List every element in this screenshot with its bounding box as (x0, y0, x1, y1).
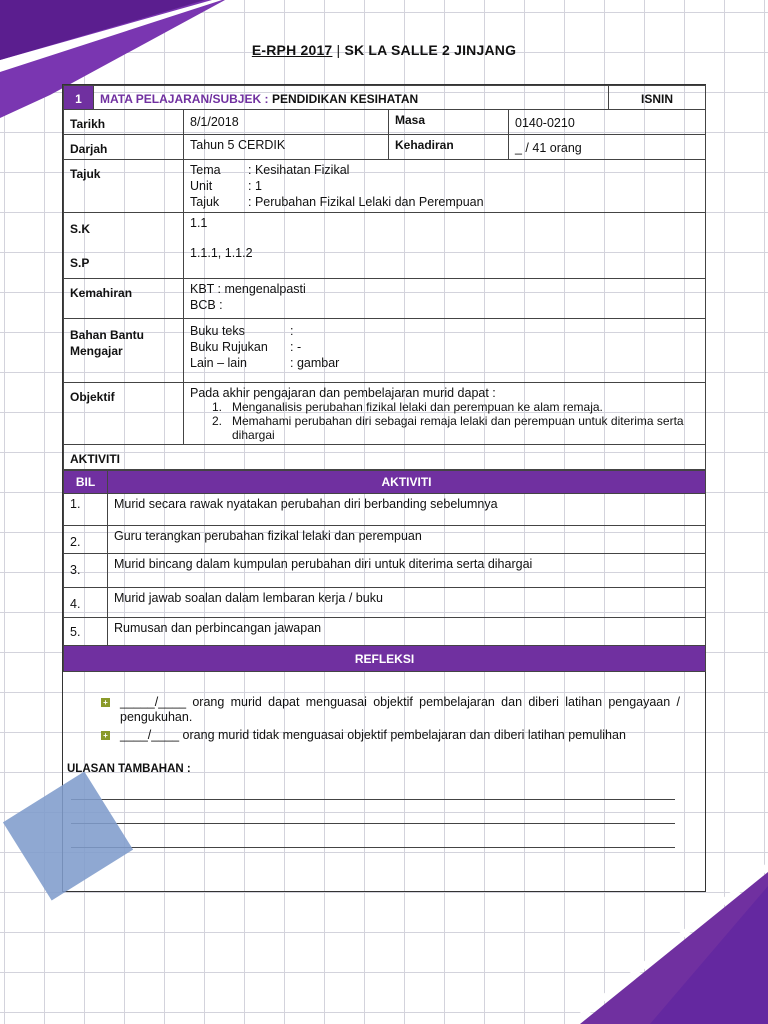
refleksi-item (67, 728, 701, 743)
activity-row (64, 526, 706, 554)
tema-key: Tema (190, 163, 221, 177)
sp-label: S.P (70, 256, 90, 270)
activity-row (64, 494, 706, 526)
col-bil: BIL (64, 471, 108, 494)
day-value: ISNIN (609, 86, 706, 110)
activity-text: Murid jawab soalan dalam lembaran kerja / buku (108, 588, 706, 618)
lesson-plan-sheet (62, 84, 706, 892)
buku-rujukan-key: Buku Rujukan (190, 340, 268, 354)
tarikh-label: Tarikh (64, 110, 184, 135)
kemahiran-row (64, 279, 706, 319)
refleksi-item-text: _____/____ orang murid dapat menguasai objektif pembelajaran dan diberi latihan pengayaan / pengukuhan. (120, 695, 680, 724)
activity-bil: 5. (64, 618, 108, 646)
activity-text: Guru terangkan perubahan fizikal lelaki dan perempuan (108, 526, 706, 554)
tarikh-value: 8/1/2018 (184, 110, 389, 135)
refleksi-item (67, 695, 701, 725)
sk-sp-values (184, 213, 706, 279)
objektif-item-text: Memahami perubahan diri sebagai remaja lelaki dan perempuan untuk diterima serta dihargai (232, 414, 684, 442)
unit-value: : 1 (248, 179, 262, 193)
lesson-number: 1 (64, 86, 94, 110)
darjah-row (64, 135, 706, 160)
buku-rujukan-value: : - (290, 340, 302, 354)
refleksi-section (67, 695, 701, 775)
tajuk-key: Tajuk (190, 195, 220, 209)
activities-table (63, 470, 706, 672)
sk-sp-labels (64, 213, 184, 279)
subject-label: MATA PELAJARAN/SUBJEK : (100, 92, 269, 106)
subject-value: PENDIDIKAN KESIHATAN (271, 92, 419, 106)
checkbox-bullet-icon: + (101, 731, 110, 740)
title-school: SK LA SALLE 2 JINJANG (344, 42, 517, 58)
activity-row (64, 554, 706, 588)
tajuk-row (64, 160, 706, 213)
masa-label: Masa (389, 110, 509, 135)
tarikh-row (64, 110, 706, 135)
subject-cell (94, 86, 609, 110)
refleksi-header (64, 646, 706, 672)
aktiviti-heading-row (64, 445, 706, 470)
tajuk-content (184, 160, 706, 213)
activity-bil: 2. (64, 526, 108, 554)
refleksi-item-text: ____/____ orang murid tidak menguasai objektif pembelajaran dan diberi latihan pemulihan (120, 728, 626, 742)
bcb-value: BCB : (190, 298, 223, 312)
buku-teks-key: Buku teks (190, 324, 245, 338)
refleksi-title: REFLEKSI (64, 646, 706, 672)
objektif-intro: Pada akhir pengajaran dan pembelajaran murid dapat : (190, 386, 496, 400)
subject-row (64, 86, 706, 110)
activity-bil: 3. (64, 554, 108, 588)
sk-value: 1.1 (190, 216, 208, 230)
sk-sp-row (64, 213, 706, 279)
bbm-label-line-2: Mengajar (70, 344, 123, 358)
objektif-item-1: 1. Menganalisis perubahan fizikal lelaki dan perempuan ke alam remaja. (212, 400, 603, 414)
lain-lain-value: : gambar (290, 356, 340, 370)
darjah-label: Darjah (64, 135, 184, 160)
activity-text: Murid secara rawak nyatakan perubahan diri berbanding sebelumnya (108, 494, 706, 526)
tajuk-value: : Perubahan Fizikal Lelaki dan Perempuan (248, 195, 484, 209)
page-title (0, 42, 768, 58)
activity-row (64, 618, 706, 646)
activity-bil: 4. (64, 588, 108, 618)
ulasan-label: ULASAN TAMBAHAN : (67, 763, 191, 775)
comment-line (71, 847, 675, 848)
checkbox-bullet-icon: + (101, 698, 110, 707)
objektif-item-2: 2. Memahami perubahan diri sebagai remaja lelaki dan perempuan untuk diterima serta dihargai (190, 414, 699, 442)
activity-bil: 1. (64, 494, 108, 526)
bbm-label-line-1: Bahan Bantu (70, 328, 145, 342)
objektif-content (184, 383, 706, 445)
sp-value: 1.1.1, 1.1.2 (190, 246, 253, 260)
activities-header (64, 471, 706, 494)
comment-line (71, 799, 675, 800)
buku-teks-value: : (290, 324, 294, 338)
kehadiran-value: _ / 41 orang (509, 135, 706, 160)
kbt-value: KBT : mengenalpasti (190, 282, 306, 296)
col-aktiviti: AKTIVITI (108, 471, 706, 494)
bbm-row (64, 319, 706, 383)
activity-row (64, 588, 706, 618)
activity-text: Rumusan dan perbincangan jawapan (108, 618, 706, 646)
objektif-row (64, 383, 706, 445)
masa-value: 0140-0210 (509, 110, 706, 135)
bbm-label (64, 319, 184, 383)
objektif-item-text: Menganalisis perubahan fizikal lelaki dan perempuan ke alam remaja. (232, 400, 603, 414)
lesson-info-table (63, 85, 706, 470)
lain-lain-key: Lain – lain (190, 356, 247, 370)
tajuk-label: Tajuk (64, 160, 184, 213)
comment-line (71, 823, 675, 824)
darjah-value: Tahun 5 CERDIK (184, 135, 389, 160)
kehadiran-label: Kehadiran (389, 135, 509, 160)
objektif-label: Objektif (64, 383, 184, 445)
activity-text: Murid bincang dalam kumpulan perubahan diri untuk diterima serta dihargai (108, 554, 706, 588)
kemahiran-content (184, 279, 706, 319)
sk-label: S.K (70, 222, 91, 236)
bbm-content (184, 319, 706, 383)
title-separator: | (336, 42, 341, 58)
title-main: E-RPH 2017 (251, 42, 333, 58)
kemahiran-label: Kemahiran (64, 279, 184, 319)
unit-key: Unit (190, 179, 213, 193)
tema-value: : Kesihatan Fizikal (248, 163, 350, 177)
aktiviti-heading: AKTIVITI (64, 445, 706, 470)
